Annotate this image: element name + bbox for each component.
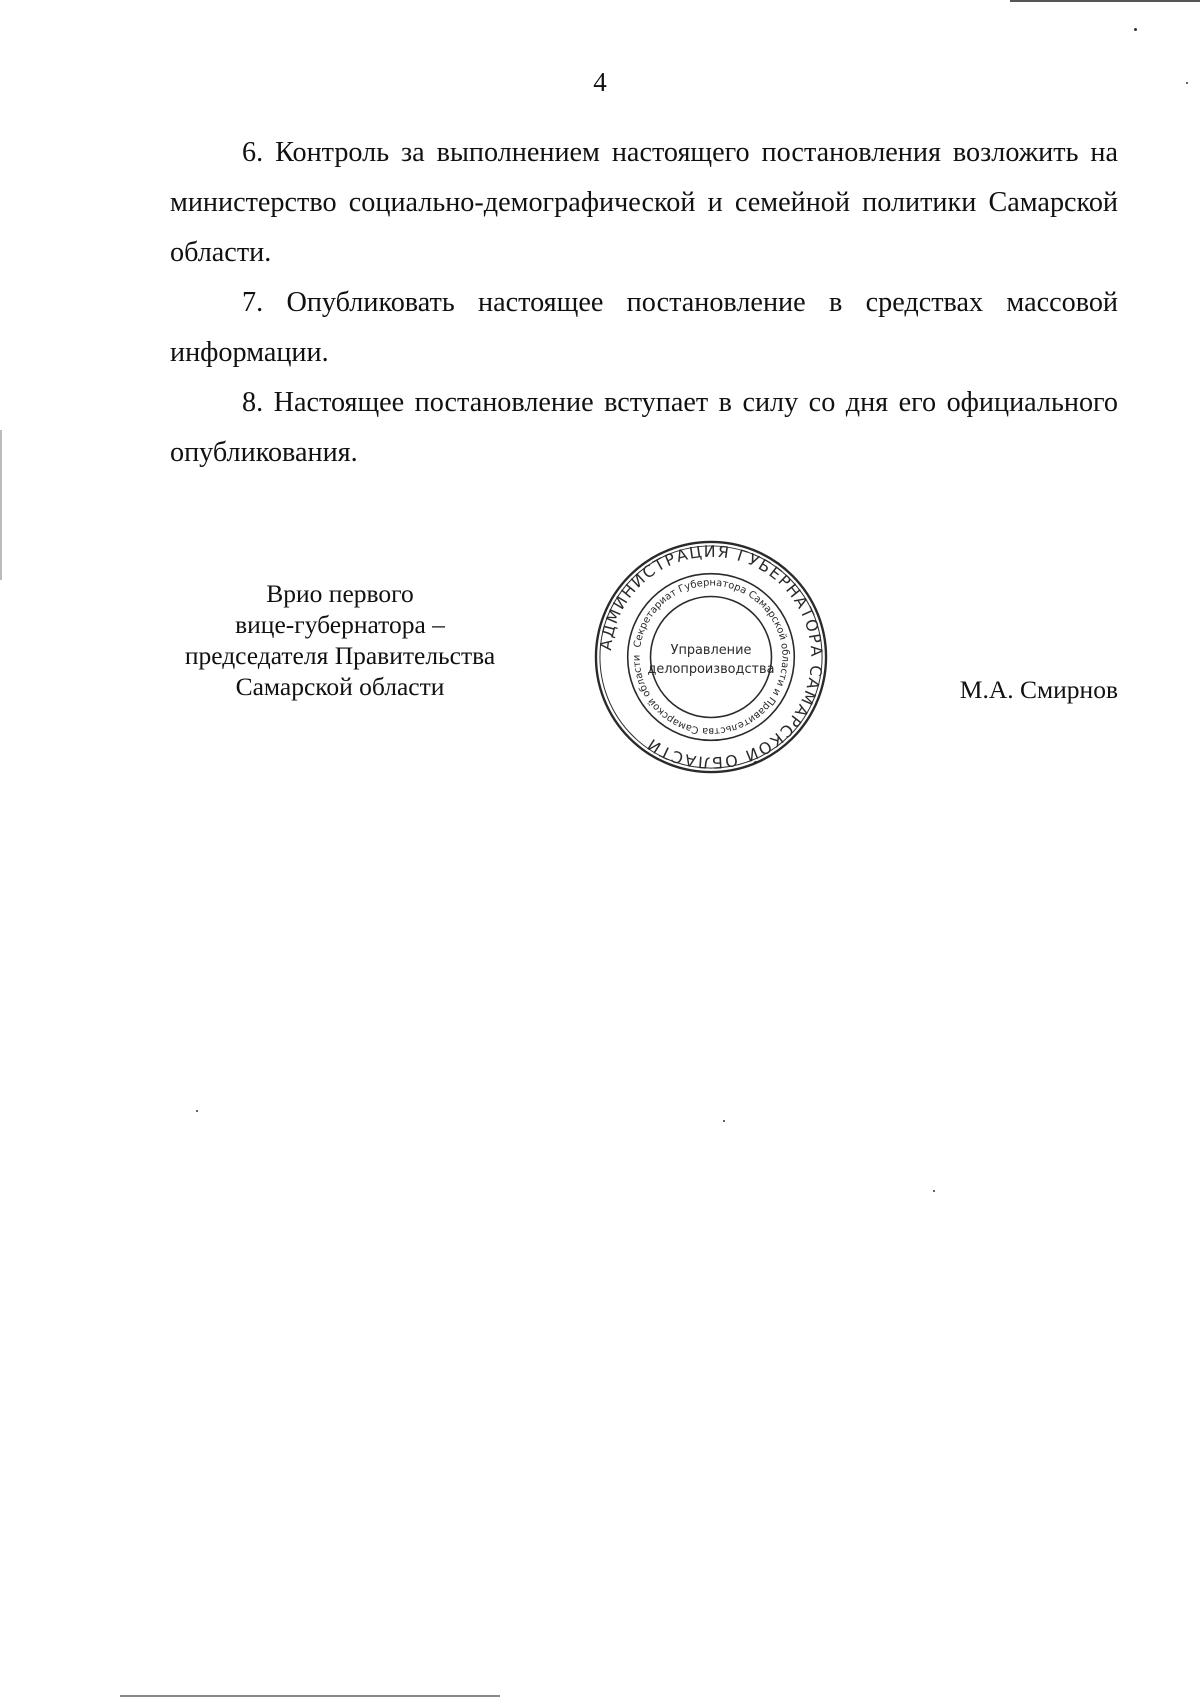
scan-edge-top <box>1010 0 1200 2</box>
stamp-outer-text: АДМИНИСТРАЦИЯ ГУБЕРНАТОРА САМАРСКОЙ ОБЛАСТИ <box>595 541 827 773</box>
page-number: 4 <box>593 67 607 97</box>
signatory-title-line: вице-губернатора – <box>235 610 445 639</box>
official-stamp-icon <box>592 538 830 776</box>
signatory-title <box>160 578 520 702</box>
paragraph-6: 6. Контроль за выполнением настоящего постановления возложить на министерство социально-демографической и семейной политики Самарской области. <box>170 137 1118 268</box>
document-body <box>170 128 1118 478</box>
scan-edge-left <box>0 430 2 580</box>
stamp-inner-text: Секретариат Губернатора Самарской области и Правительства Самарской области <box>631 577 791 737</box>
signatory-title-line: председателя Правительства <box>184 641 496 670</box>
paragraph-7: 7. Опубликовать настоящее постановление в средствах массовой информации. <box>170 287 1118 368</box>
scan-speck <box>723 1120 725 1122</box>
scan-speck <box>1134 28 1137 31</box>
stamp-center-line-2: делопроизводства <box>647 661 775 677</box>
signatory-title-line: Самарской области <box>235 672 445 701</box>
signer-name: М.А. Смирнов <box>959 675 1118 704</box>
scan-speck <box>933 1190 935 1192</box>
signatory-title-line: Врио первого <box>266 579 414 608</box>
scan-edge-bottom <box>120 1695 500 1697</box>
scan-speck <box>196 1110 198 1112</box>
stamp-center-line-1: Управление <box>670 643 752 659</box>
scan-speck <box>1186 82 1188 84</box>
paragraph-8: 8. Настоящее постановление вступает в силу со дня его официального опубликования. <box>170 387 1118 468</box>
